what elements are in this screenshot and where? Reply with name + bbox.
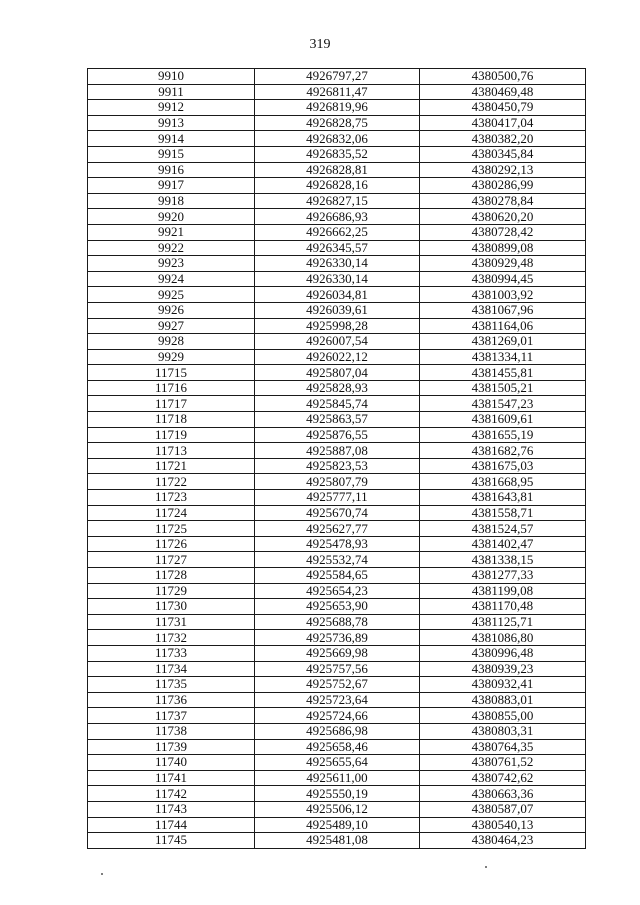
y-coordinate-cell: 4381164,06 [420,318,586,334]
y-coordinate-cell: 4381338,15 [420,552,586,568]
table-row [88,443,586,459]
point-number-cell: 9914 [88,131,255,147]
y-coordinate-cell: 4381277,33 [420,568,586,584]
y-coordinate-cell: 4380996,48 [420,645,586,661]
y-coordinate-cell: 4381003,92 [420,287,586,303]
x-coordinate-cell: 4925807,79 [255,474,420,490]
x-coordinate-cell: 4926797,27 [255,69,420,85]
y-coordinate-cell: 4381402,47 [420,536,586,552]
table-row [88,645,586,661]
table-row [88,723,586,739]
point-number-cell: 11728 [88,568,255,584]
point-number-cell: 11725 [88,521,255,537]
y-coordinate-cell: 4380932,41 [420,677,586,693]
point-number-cell: 9929 [88,349,255,365]
x-coordinate-cell: 4925550,19 [255,786,420,802]
table-row [88,209,586,225]
point-number-cell: 9916 [88,162,255,178]
y-coordinate-cell: 4381125,71 [420,614,586,630]
table-row [88,349,586,365]
table-row [88,474,586,490]
table-row [88,427,586,443]
y-coordinate-cell: 4380761,52 [420,755,586,771]
y-coordinate-cell: 4380587,07 [420,801,586,817]
point-number-cell: 11733 [88,645,255,661]
x-coordinate-cell: 4925481,08 [255,833,420,849]
x-coordinate-cell: 4925807,04 [255,365,420,381]
table-row [88,100,586,116]
table-row [88,786,586,802]
point-number-cell: 11743 [88,801,255,817]
y-coordinate-cell: 4380899,08 [420,240,586,256]
point-number-cell: 9923 [88,256,255,272]
table-row [88,287,586,303]
x-coordinate-cell: 4925686,98 [255,723,420,739]
point-number-cell: 9918 [88,193,255,209]
point-number-cell: 11734 [88,661,255,677]
y-coordinate-cell: 4380929,48 [420,256,586,272]
y-coordinate-cell: 4380345,84 [420,146,586,162]
table-row [88,505,586,521]
page-number: 319 [309,37,331,52]
table-row [88,817,586,833]
point-number-cell: 11721 [88,458,255,474]
x-coordinate-cell: 4925688,78 [255,614,420,630]
coordinates-table [87,68,586,849]
x-coordinate-cell: 4925724,66 [255,708,420,724]
x-coordinate-cell: 4926835,52 [255,146,420,162]
y-coordinate-cell: 4380469,48 [420,84,586,100]
x-coordinate-cell: 4925823,53 [255,458,420,474]
point-number-cell: 11737 [88,708,255,724]
point-number-cell: 11729 [88,583,255,599]
table-row [88,692,586,708]
point-number-cell: 9924 [88,271,255,287]
y-coordinate-cell: 4381547,23 [420,396,586,412]
y-coordinate-cell: 4380292,13 [420,162,586,178]
y-coordinate-cell: 4381067,96 [420,302,586,318]
x-coordinate-cell: 4925611,00 [255,770,420,786]
x-coordinate-cell: 4926828,16 [255,178,420,194]
x-coordinate-cell: 4926819,96 [255,100,420,116]
y-coordinate-cell: 4380855,00 [420,708,586,724]
y-coordinate-cell: 4380728,42 [420,224,586,240]
point-number-cell: 11732 [88,630,255,646]
table-row [88,69,586,85]
point-number-cell: 11719 [88,427,255,443]
table-row [88,334,586,350]
point-number-cell: 9915 [88,146,255,162]
y-coordinate-cell: 4380994,45 [420,271,586,287]
y-coordinate-cell: 4381558,71 [420,505,586,521]
table-row [88,661,586,677]
y-coordinate-cell: 4380742,62 [420,770,586,786]
x-coordinate-cell: 4925670,74 [255,505,420,521]
x-coordinate-cell: 4925489,10 [255,817,420,833]
y-coordinate-cell: 4381269,01 [420,334,586,350]
x-coordinate-cell: 4925777,11 [255,490,420,506]
table-row [88,599,586,615]
x-coordinate-cell: 4925757,56 [255,661,420,677]
x-coordinate-cell: 4926828,81 [255,162,420,178]
x-coordinate-cell: 4925669,98 [255,645,420,661]
y-coordinate-cell: 4380278,84 [420,193,586,209]
table-row [88,302,586,318]
table-row [88,131,586,147]
x-coordinate-cell: 4926330,14 [255,256,420,272]
point-number-cell: 11741 [88,770,255,786]
x-coordinate-cell: 4926686,93 [255,209,420,225]
x-coordinate-cell: 4926811,47 [255,84,420,100]
y-coordinate-cell: 4380663,36 [420,786,586,802]
point-number-cell: 11727 [88,552,255,568]
table-row [88,412,586,428]
table-row [88,755,586,771]
table-row [88,568,586,584]
table-row [88,739,586,755]
point-number-cell: 9925 [88,287,255,303]
table-row [88,677,586,693]
point-number-cell: 11723 [88,490,255,506]
x-coordinate-cell: 4926022,12 [255,349,420,365]
table-row [88,193,586,209]
x-coordinate-cell: 4926330,14 [255,271,420,287]
point-number-cell: 9917 [88,178,255,194]
point-number-cell: 9921 [88,224,255,240]
y-coordinate-cell: 4381675,03 [420,458,586,474]
x-coordinate-cell: 4926828,75 [255,115,420,131]
x-coordinate-cell: 4926039,61 [255,302,420,318]
point-number-cell: 11715 [88,365,255,381]
table-row [88,365,586,381]
point-number-cell: 11713 [88,443,255,459]
table-row [88,178,586,194]
y-coordinate-cell: 4380417,04 [420,115,586,131]
point-number-cell: 9928 [88,334,255,350]
y-coordinate-cell: 4381524,57 [420,521,586,537]
table-row [88,256,586,272]
point-number-cell: 9926 [88,302,255,318]
x-coordinate-cell: 4925998,28 [255,318,420,334]
y-coordinate-cell: 4380450,79 [420,100,586,116]
x-coordinate-cell: 4925506,12 [255,801,420,817]
x-coordinate-cell: 4926345,57 [255,240,420,256]
y-coordinate-cell: 4381668,95 [420,474,586,490]
y-coordinate-cell: 4380620,20 [420,209,586,225]
table-row [88,162,586,178]
x-coordinate-cell: 4925532,74 [255,552,420,568]
x-coordinate-cell: 4925845,74 [255,396,420,412]
table-row [88,583,586,599]
point-number-cell: 11724 [88,505,255,521]
x-coordinate-cell: 4925627,77 [255,521,420,537]
point-number-cell: 11740 [88,755,255,771]
x-coordinate-cell: 4926832,06 [255,131,420,147]
table-row [88,536,586,552]
point-number-cell: 11731 [88,614,255,630]
point-number-cell: 11739 [88,739,255,755]
table-row [88,146,586,162]
y-coordinate-cell: 4381505,21 [420,380,586,396]
table-row [88,552,586,568]
point-number-cell: 11738 [88,723,255,739]
x-coordinate-cell: 4926662,25 [255,224,420,240]
point-number-cell: 9910 [88,69,255,85]
table-row [88,84,586,100]
x-coordinate-cell: 4925655,64 [255,755,420,771]
point-number-cell: 9920 [88,209,255,225]
point-number-cell: 9927 [88,318,255,334]
point-number-cell: 11718 [88,412,255,428]
table-row [88,240,586,256]
y-coordinate-cell: 4381086,80 [420,630,586,646]
x-coordinate-cell: 4925654,23 [255,583,420,599]
y-coordinate-cell: 4381655,19 [420,427,586,443]
table-row [88,708,586,724]
point-number-cell: 9912 [88,100,255,116]
table-row [88,833,586,849]
x-coordinate-cell: 4925478,93 [255,536,420,552]
point-number-cell: 11717 [88,396,255,412]
table-row [88,770,586,786]
table-row [88,271,586,287]
table-row [88,630,586,646]
table-row [88,521,586,537]
y-coordinate-cell: 4380500,76 [420,69,586,85]
scan-speck [101,873,103,875]
y-coordinate-cell: 4381643,81 [420,490,586,506]
x-coordinate-cell: 4926007,54 [255,334,420,350]
table-row [88,380,586,396]
y-coordinate-cell: 4380540,13 [420,817,586,833]
point-number-cell: 11736 [88,692,255,708]
point-number-cell: 11742 [88,786,255,802]
y-coordinate-cell: 4380939,23 [420,661,586,677]
point-number-cell: 11726 [88,536,255,552]
point-number-cell: 11716 [88,380,255,396]
coordinates-table-body [88,69,586,849]
x-coordinate-cell: 4926827,15 [255,193,420,209]
x-coordinate-cell: 4926034,81 [255,287,420,303]
x-coordinate-cell: 4925828,93 [255,380,420,396]
y-coordinate-cell: 4380883,01 [420,692,586,708]
point-number-cell: 9911 [88,84,255,100]
point-number-cell: 11722 [88,474,255,490]
table-row [88,115,586,131]
x-coordinate-cell: 4925736,89 [255,630,420,646]
point-number-cell: 11730 [88,599,255,615]
y-coordinate-cell: 4381170,48 [420,599,586,615]
y-coordinate-cell: 4380286,99 [420,178,586,194]
x-coordinate-cell: 4925658,46 [255,739,420,755]
table-row [88,458,586,474]
x-coordinate-cell: 4925653,90 [255,599,420,615]
point-number-cell: 9913 [88,115,255,131]
y-coordinate-cell: 4381609,61 [420,412,586,428]
x-coordinate-cell: 4925723,64 [255,692,420,708]
y-coordinate-cell: 4381682,76 [420,443,586,459]
x-coordinate-cell: 4925876,55 [255,427,420,443]
x-coordinate-cell: 4925887,08 [255,443,420,459]
y-coordinate-cell: 4380382,20 [420,131,586,147]
table-row [88,490,586,506]
y-coordinate-cell: 4380803,31 [420,723,586,739]
y-coordinate-cell: 4381334,11 [420,349,586,365]
scan-speck [485,866,487,868]
point-number-cell: 11735 [88,677,255,693]
y-coordinate-cell: 4381199,08 [420,583,586,599]
x-coordinate-cell: 4925584,65 [255,568,420,584]
x-coordinate-cell: 4925863,57 [255,412,420,428]
table-row [88,224,586,240]
table-row [88,801,586,817]
point-number-cell: 11744 [88,817,255,833]
y-coordinate-cell: 4380464,23 [420,833,586,849]
point-number-cell: 9922 [88,240,255,256]
y-coordinate-cell: 4381455,81 [420,365,586,381]
table-row [88,614,586,630]
point-number-cell: 11745 [88,833,255,849]
y-coordinate-cell: 4380764,35 [420,739,586,755]
x-coordinate-cell: 4925752,67 [255,677,420,693]
table-row [88,318,586,334]
table-row [88,396,586,412]
